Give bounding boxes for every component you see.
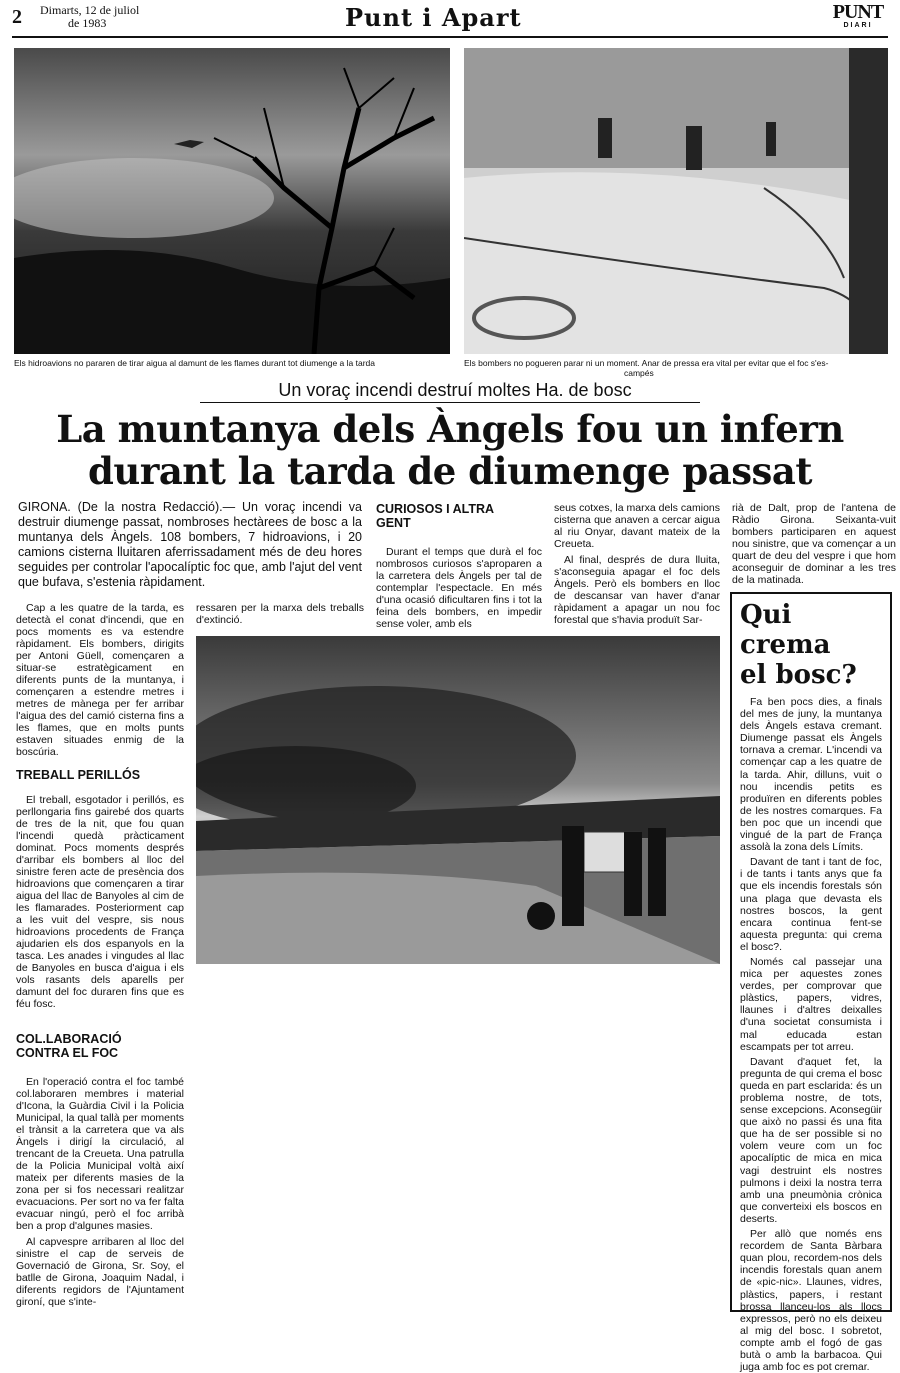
subheading-col-laboracio: COL.LABORACIÓ CONTRA EL FOC: [16, 1032, 122, 1060]
masthead-rule: [12, 36, 888, 38]
col3-paragraph-1: Durant el temps que durà el foc nombrosos curiosos s'aproparen a la carretera dels Àngels per tal de contemplar l'espectacle. En més d'una ocasió dificultaren fins i tot la feina dels bombers, en impedir sense voler, amb els: [376, 546, 542, 630]
date-line-1: Dimarts, 12 de juliol: [40, 3, 140, 17]
sidebar-text: [732, 690, 890, 1373]
column-5: [732, 502, 896, 590]
column-1: [16, 602, 184, 762]
col1-paragraph-4: Al capvespre arribaren al lloc del sinistre el cap de serveis de Governació de Girona, Sr. Soy, el batlle de Girona, Joaquim Nadal, i diferents regidors de l'Ajuntament gironí, que s'inte-: [16, 1236, 184, 1308]
photo-seaplane-fire: [14, 48, 450, 354]
dateline: [40, 4, 139, 30]
logo-top: PUNT: [832, 1, 884, 23]
logo-bottom: DIARI: [843, 22, 873, 29]
sidebar-title: [732, 594, 890, 690]
col4-paragraph-2: Al final, després de dura lluita, s'aconseguia apagar el foc dels Àngels. Però els bombers en lloc de descansar van haver d'anar ràpidament a apagar un nou foc forestal que s'havia produït Sar-: [554, 554, 720, 626]
subheading-treball-perillos: TREBALL PERILLÓS: [16, 768, 141, 782]
subheading-curiosos: CURIOSOS I ALTRA GENT: [376, 502, 494, 530]
kicker-rule: [200, 402, 700, 403]
sidebar-paragraph-5: Per allò que només ens recordem de Santa Bàrbara quan plou, recordem-nos dels incendis forestals quan anem de «pic-nic». Llaunes, vidres, plàstics, papers, i restant brossa llanceu-los als llocs expressos, però no els deixeu al mig del bosc. I sobretot, compte amb el fogó de gas butà o amb la barbacoa. Qui juga amb foc es pot cremar.: [740, 1228, 882, 1373]
sidebar-paragraph-4: Davant d'aquet fet, la pregunta de qui crema el bosc queda en part esclarida: és un problema nostre, de tots, sense excepcions. Aconsegüir que això no passi és una fita que ha de ser possible si no volem veure com un foc apocalíptic de mica en mica vagi destruint els nostres pulmons i deixi la nostra terra amb una pneumònia crònica que converteixi els boscos en deserts.: [740, 1055, 882, 1225]
col4-paragraph-1: seus cotxes, la marxa dels camions cisterna que anaven a cercar aigua al riu Onyar, davant mateix de la Creueta.: [554, 502, 720, 550]
section-title: Punt i Apart: [345, 3, 522, 32]
col1-paragraph-2: El treball, esgotador i perillós, es perllongaria fins gairebé dos quarts de tres de la nit, que fou quan l'incendi quedà pràcticament dominat. Pocs moments després d'arribar els bombers al lloc del sinistre feren acte de presència dos hidroavions que començaren a tirar aigua del llac de Banyoles al cim de les flamarades. Posteriorment cap a les vuit del vespre, sis nous hidroavions procedents de França ajudarien els dos espanyols en la tasca. Les anades i vingudes al llac de Banyoles en busca d'aigua i els vols rasants dels aparells per damunt del foc duraren fins que es féu fosc.: [16, 794, 184, 1010]
date-line-2: de 1983: [68, 16, 107, 30]
smoke-road-image: [196, 636, 720, 964]
article-headline: [20, 408, 880, 492]
col5-paragraph-1: rià de Dalt, prop de l'antena de Ràdio Girona. Seixanta-vuit bombers participaren en aquest nou sinistre, que va començar a un quart de deu del vespre i que hom aconseguir de dominar a les tres de la matinada.: [732, 502, 896, 586]
article-lead: GIRONA. (De la nostra Redacció).— Un voraç incendi va destruir diumenge passat, nombroses hectàrees de bosc a la muntanya dels Àngels. 108 bombers, 7 hidroavions, i 20 camions cisterna lluitaren aferrissadament més de deu hores seguides per controlar l'apocalíptic foc que, amb l'ajut del vent que bufava, s'estenia ràpidament.: [18, 500, 362, 589]
article-kicker: Un voraç incendi destruí moltes Ha. de bosc: [278, 380, 632, 400]
column-1-c: [16, 1076, 184, 1312]
sidebar-title-line-1: Qui crema: [740, 600, 831, 660]
col2-paragraph: ressaren per la marxa dels treballs d'extinció.: [196, 602, 364, 626]
headline-line-1: La muntanya dels Àngels fou un infern: [56, 407, 844, 451]
column-1-b: [16, 794, 184, 1014]
col1-paragraph-3: En l'operació contra el foc també col.laboraren membres i material d'Icona, la Guàrdia Civil i la Policia Municipal, la qual tallà per moments el trànsit a la carretera que va als Àngels i dirigí la circulació, al trencant de la Creueta. Una patrulla de la Policia Municipal voltà així mateix per diferents masies de la zona per si fos necessari realitzar evacuacions. Per sort no va fer falta evacuar ningú, però el foc arribà ben a prop d'algunes masies.: [16, 1076, 184, 1232]
column-3: [376, 546, 542, 634]
sidebar-title-line-2: el bosc?: [740, 660, 857, 690]
sidebar-paragraph-2: Davant de tant i tant de foc, i de tants i tants anys que fa que els incendis forestals són una plaga que devasta els nostres boscos, la gent encara continua fent-se aquesta pregunta: qui crema el bosc?.: [740, 856, 882, 953]
sidebar-box: [730, 592, 892, 1373]
right-caption-line-2: campés: [624, 368, 654, 378]
headline-line-2: durant la tarda de diumenge passat: [88, 449, 812, 493]
right-photo-caption: [464, 358, 894, 378]
photo-firefighters-running: [464, 48, 888, 354]
seaplane-fire-image: [14, 48, 450, 354]
newspaper-logo: [826, 2, 890, 32]
column-2-top: [196, 602, 364, 630]
page-number: 2: [12, 6, 22, 28]
left-photo-caption: Els hidroavions no pararen de tirar aigua al damunt de les flames durant tot diumenge a la tarda: [14, 358, 375, 368]
column-4: [554, 502, 720, 630]
sidebar-paragraph-1: Fa ben pocs dies, a finals del mes de juny, la muntanya dels Àngels estava cremant. Diumenge passat els Àngels tornava a cremar. L'incendi va començar cap a les quatre de la tarda. Ahir, dilluns, vuit o nou incendis petits es produïren en diferents pobles de les nostres comarques. Fa ben poc que un incendi que vingué de la part de França assolà la zona dels Límits.: [740, 696, 882, 854]
firefighters-image: [464, 48, 888, 354]
sidebar-paragraph-3: Només cal passejar una mica per aquestes zones verdes, per comprovar que plàstics, papers, vidres, llaunes i d'altres deixalles d'una societat consumista i mal educada estan escampats per tot arreu.: [740, 955, 882, 1053]
photo-smoke-road: [196, 636, 720, 964]
col1-paragraph-1: Cap a les quatre de la tarda, es detectà el conat d'incendi, que en pocs moments es va estendre ràpidament. Els bombers, dirigits per Antoni Güell, començaren a situar-se estratègicament en diferents punts de la muntanya, i començaren a estendre metres i metres de mànega per fer arribar l'aigua des del camió cisterna fins a les flames, que en molts punts estaven situades enmig de la boscúria.: [16, 602, 184, 758]
right-caption-line-1: Els bombers no pogueren parar ni un moment. Anar de pressa era vital per evitar que el foc s'es-: [464, 358, 829, 368]
